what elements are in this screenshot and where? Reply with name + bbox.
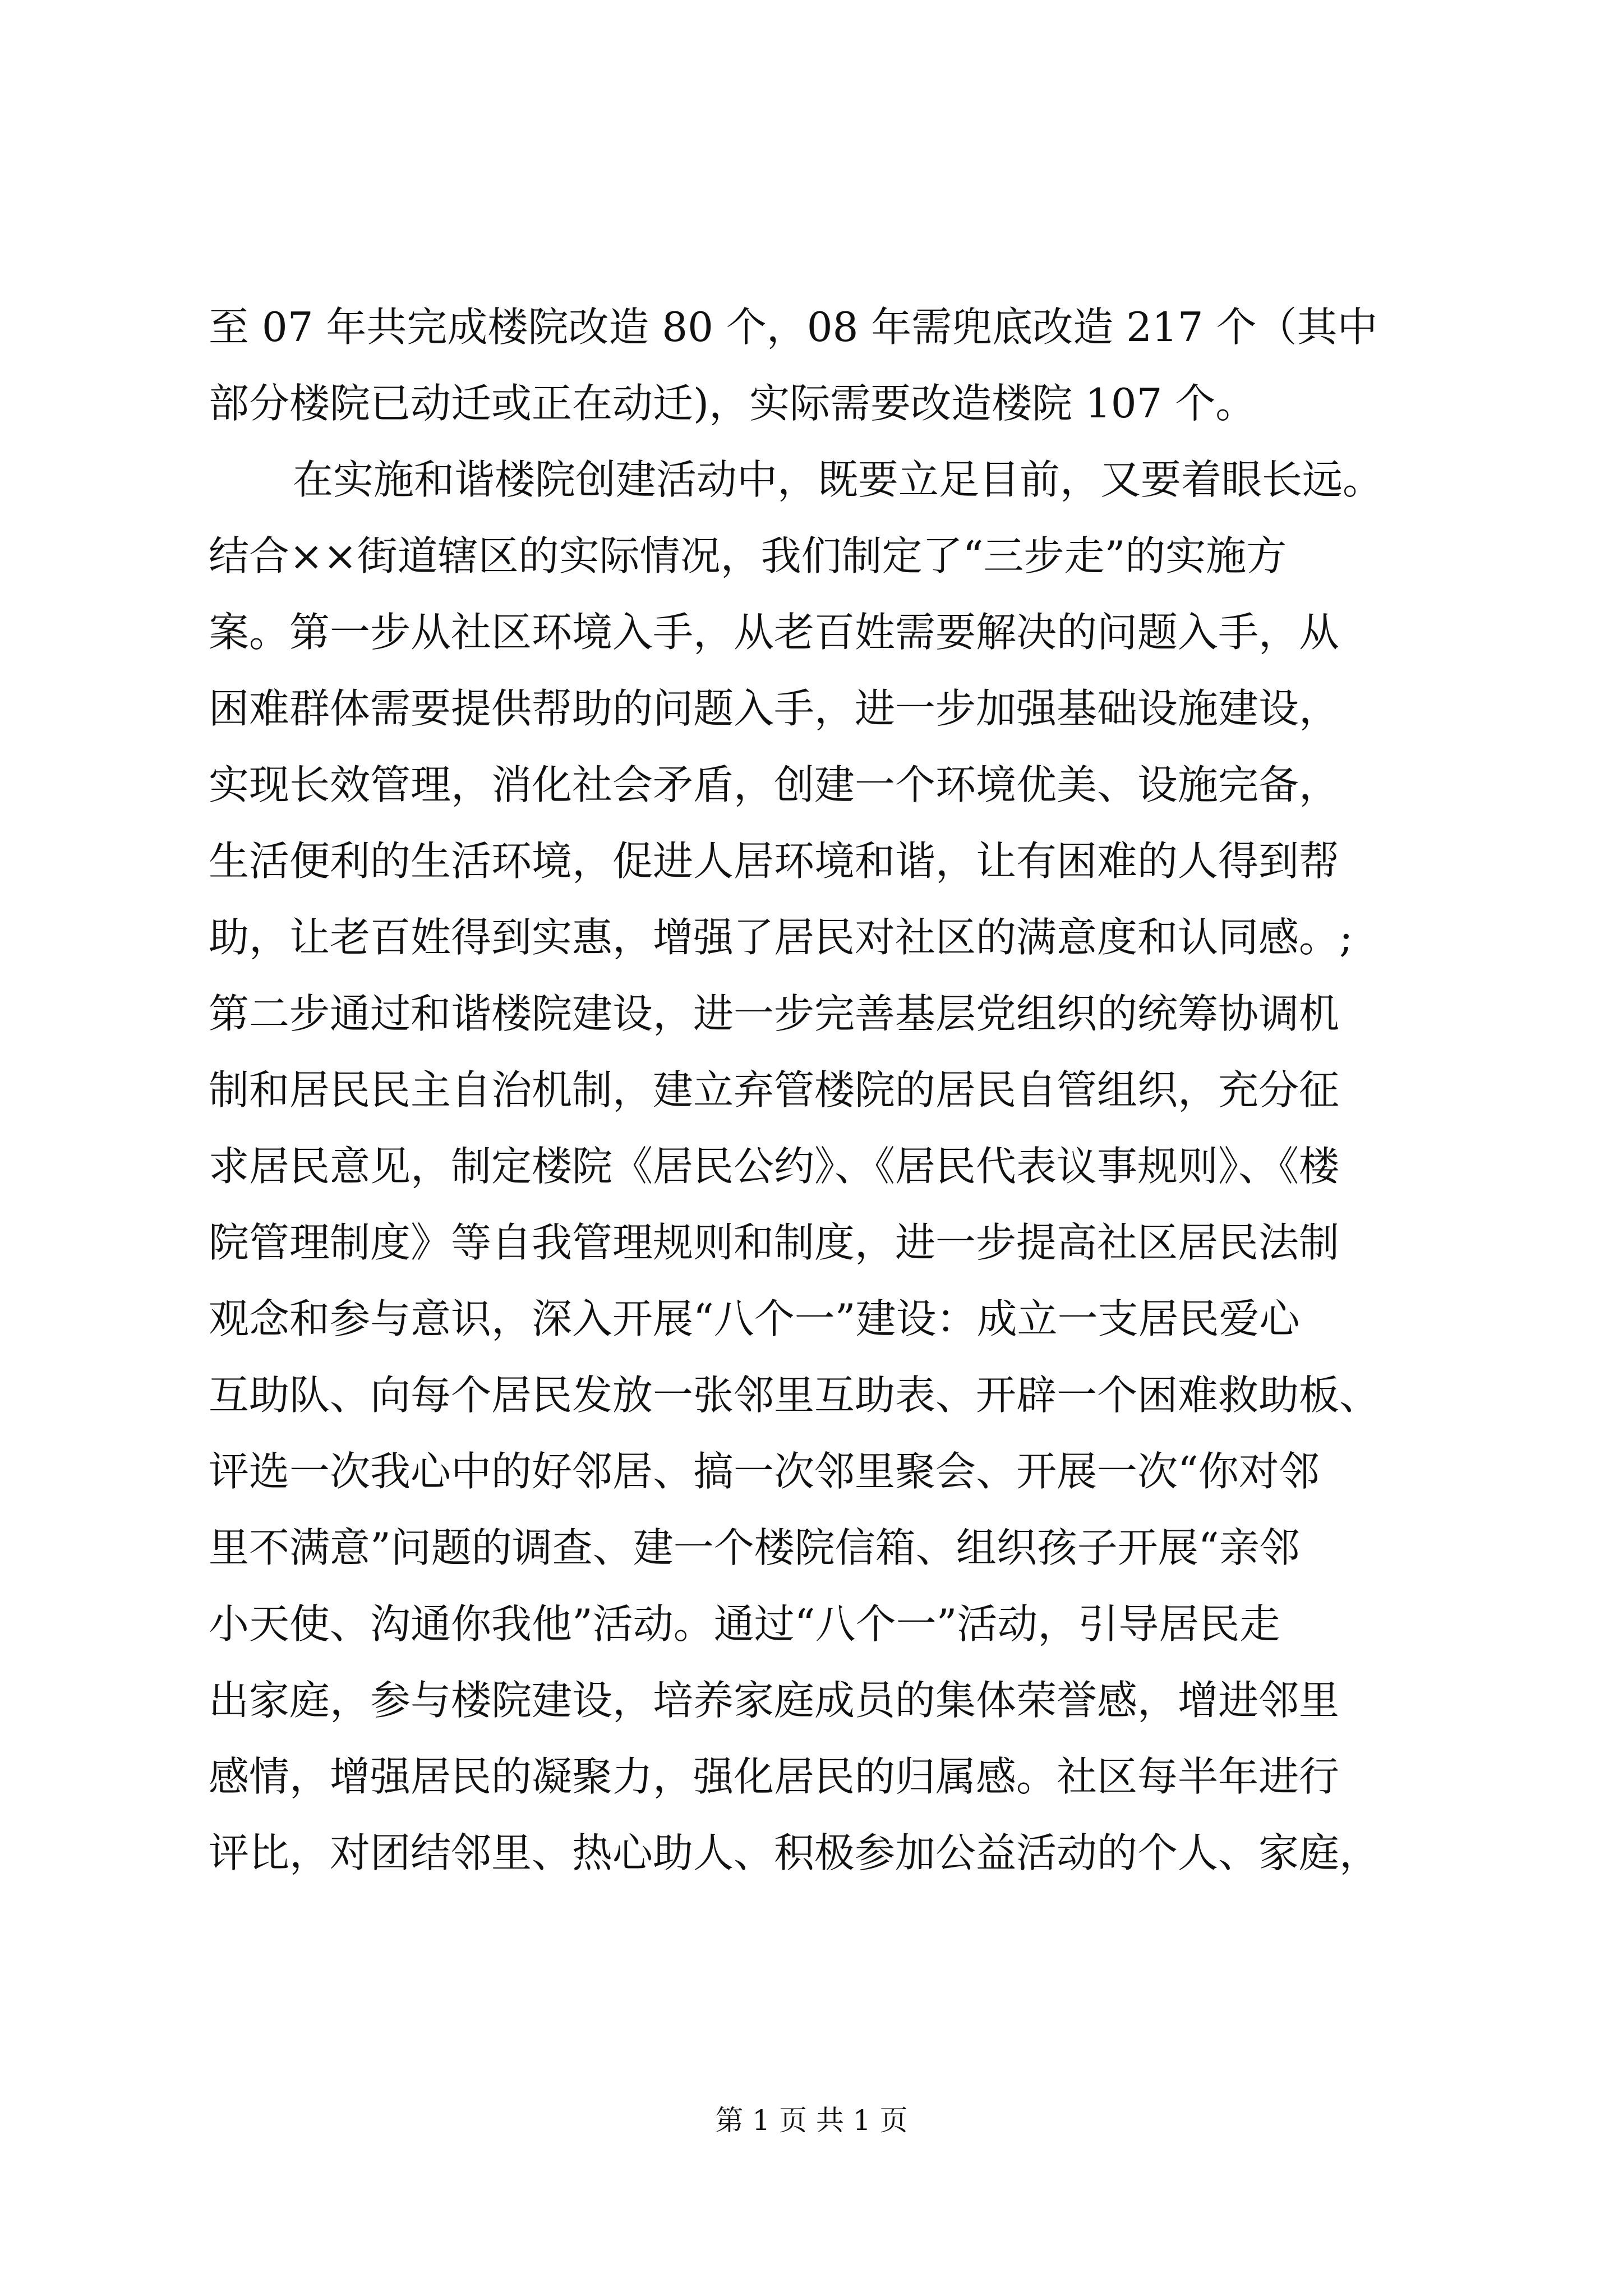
text-line: 评选一次我心中的好邻居、搞一次邻里聚会、开展一次“你对邻 [209, 1448, 1320, 1495]
text-line: 院管理制度》等自我管理规则和制度，进一步提高社区居民法制 [209, 1219, 1340, 1266]
text-line: 里不满意”问题的调查、建一个楼院信箱、组织孩子开展“亲邻 [209, 1524, 1300, 1571]
text-line: 评比，对团结邻里、热心助人、积极参加公益活动的个人、家庭， [209, 1829, 1380, 1876]
page-number-footer: 第 1 页 共 1 页 [715, 2104, 908, 2137]
text-line: 互助队、向每个居民发放一张邻里互助表、开辟一个困难救助板、 [209, 1372, 1380, 1419]
text-line: 结合××街道辖区的实际情况，我们制定了“三步走”的实施方 [209, 532, 1287, 579]
text-line: 助，让老百姓得到实惠，增强了居民对社区的满意度和认同感。; [209, 914, 1353, 961]
text-line: 求居民意见，制定楼院《居民公约》、《居民代表议事规则》、《楼 [209, 1143, 1340, 1190]
text-line: 制和居民民主自治机制，建立弃管楼院的居民自管组织，充分征 [209, 1066, 1340, 1114]
text-line: 小天使、沟通你我他”活动。通过“八个一”活动，引导居民走 [209, 1600, 1280, 1648]
text-line: 第二步通过和谐楼院建设，进一步完善基层党组织的统筹协调机 [209, 990, 1340, 1037]
text-line: 至 07 年共完成楼院改造 80 个，08 年需兜底改造 217 个（其中 [209, 303, 1378, 351]
text-line: 困难群体需要提供帮助的问题入手，进一步加强基础设施建设， [209, 685, 1340, 732]
text-line: 感情，增强居民的凝聚力，强化居民的归属感。社区每半年进行 [209, 1753, 1340, 1800]
text-line: 生活便利的生活环境，促进人居环境和谐，让有困难的人得到帮 [209, 838, 1340, 885]
text-line: 案。第一步从社区环境入手，从老百姓需要解决的问题入手，从 [209, 609, 1340, 656]
text-line: 实现长效管理，消化社会矛盾，创建一个环境优美、设施完备， [209, 761, 1340, 808]
text-line: 观念和参与意识，深入开展“八个一”建设：成立一支居民爱心 [209, 1295, 1300, 1342]
text-line: 出家庭，参与楼院建设，培养家庭成员的集体荣誉感，增进邻里 [209, 1677, 1340, 1724]
text-line: 部分楼院已动迁或正在动迁)，实际需要改造楼院 107 个。 [209, 380, 1256, 427]
paragraph-first-line: 在实施和谐楼院创建活动中，既要立足目前，又要着眼长远。 [293, 456, 1384, 503]
body-text [209, 289, 1420, 1891]
